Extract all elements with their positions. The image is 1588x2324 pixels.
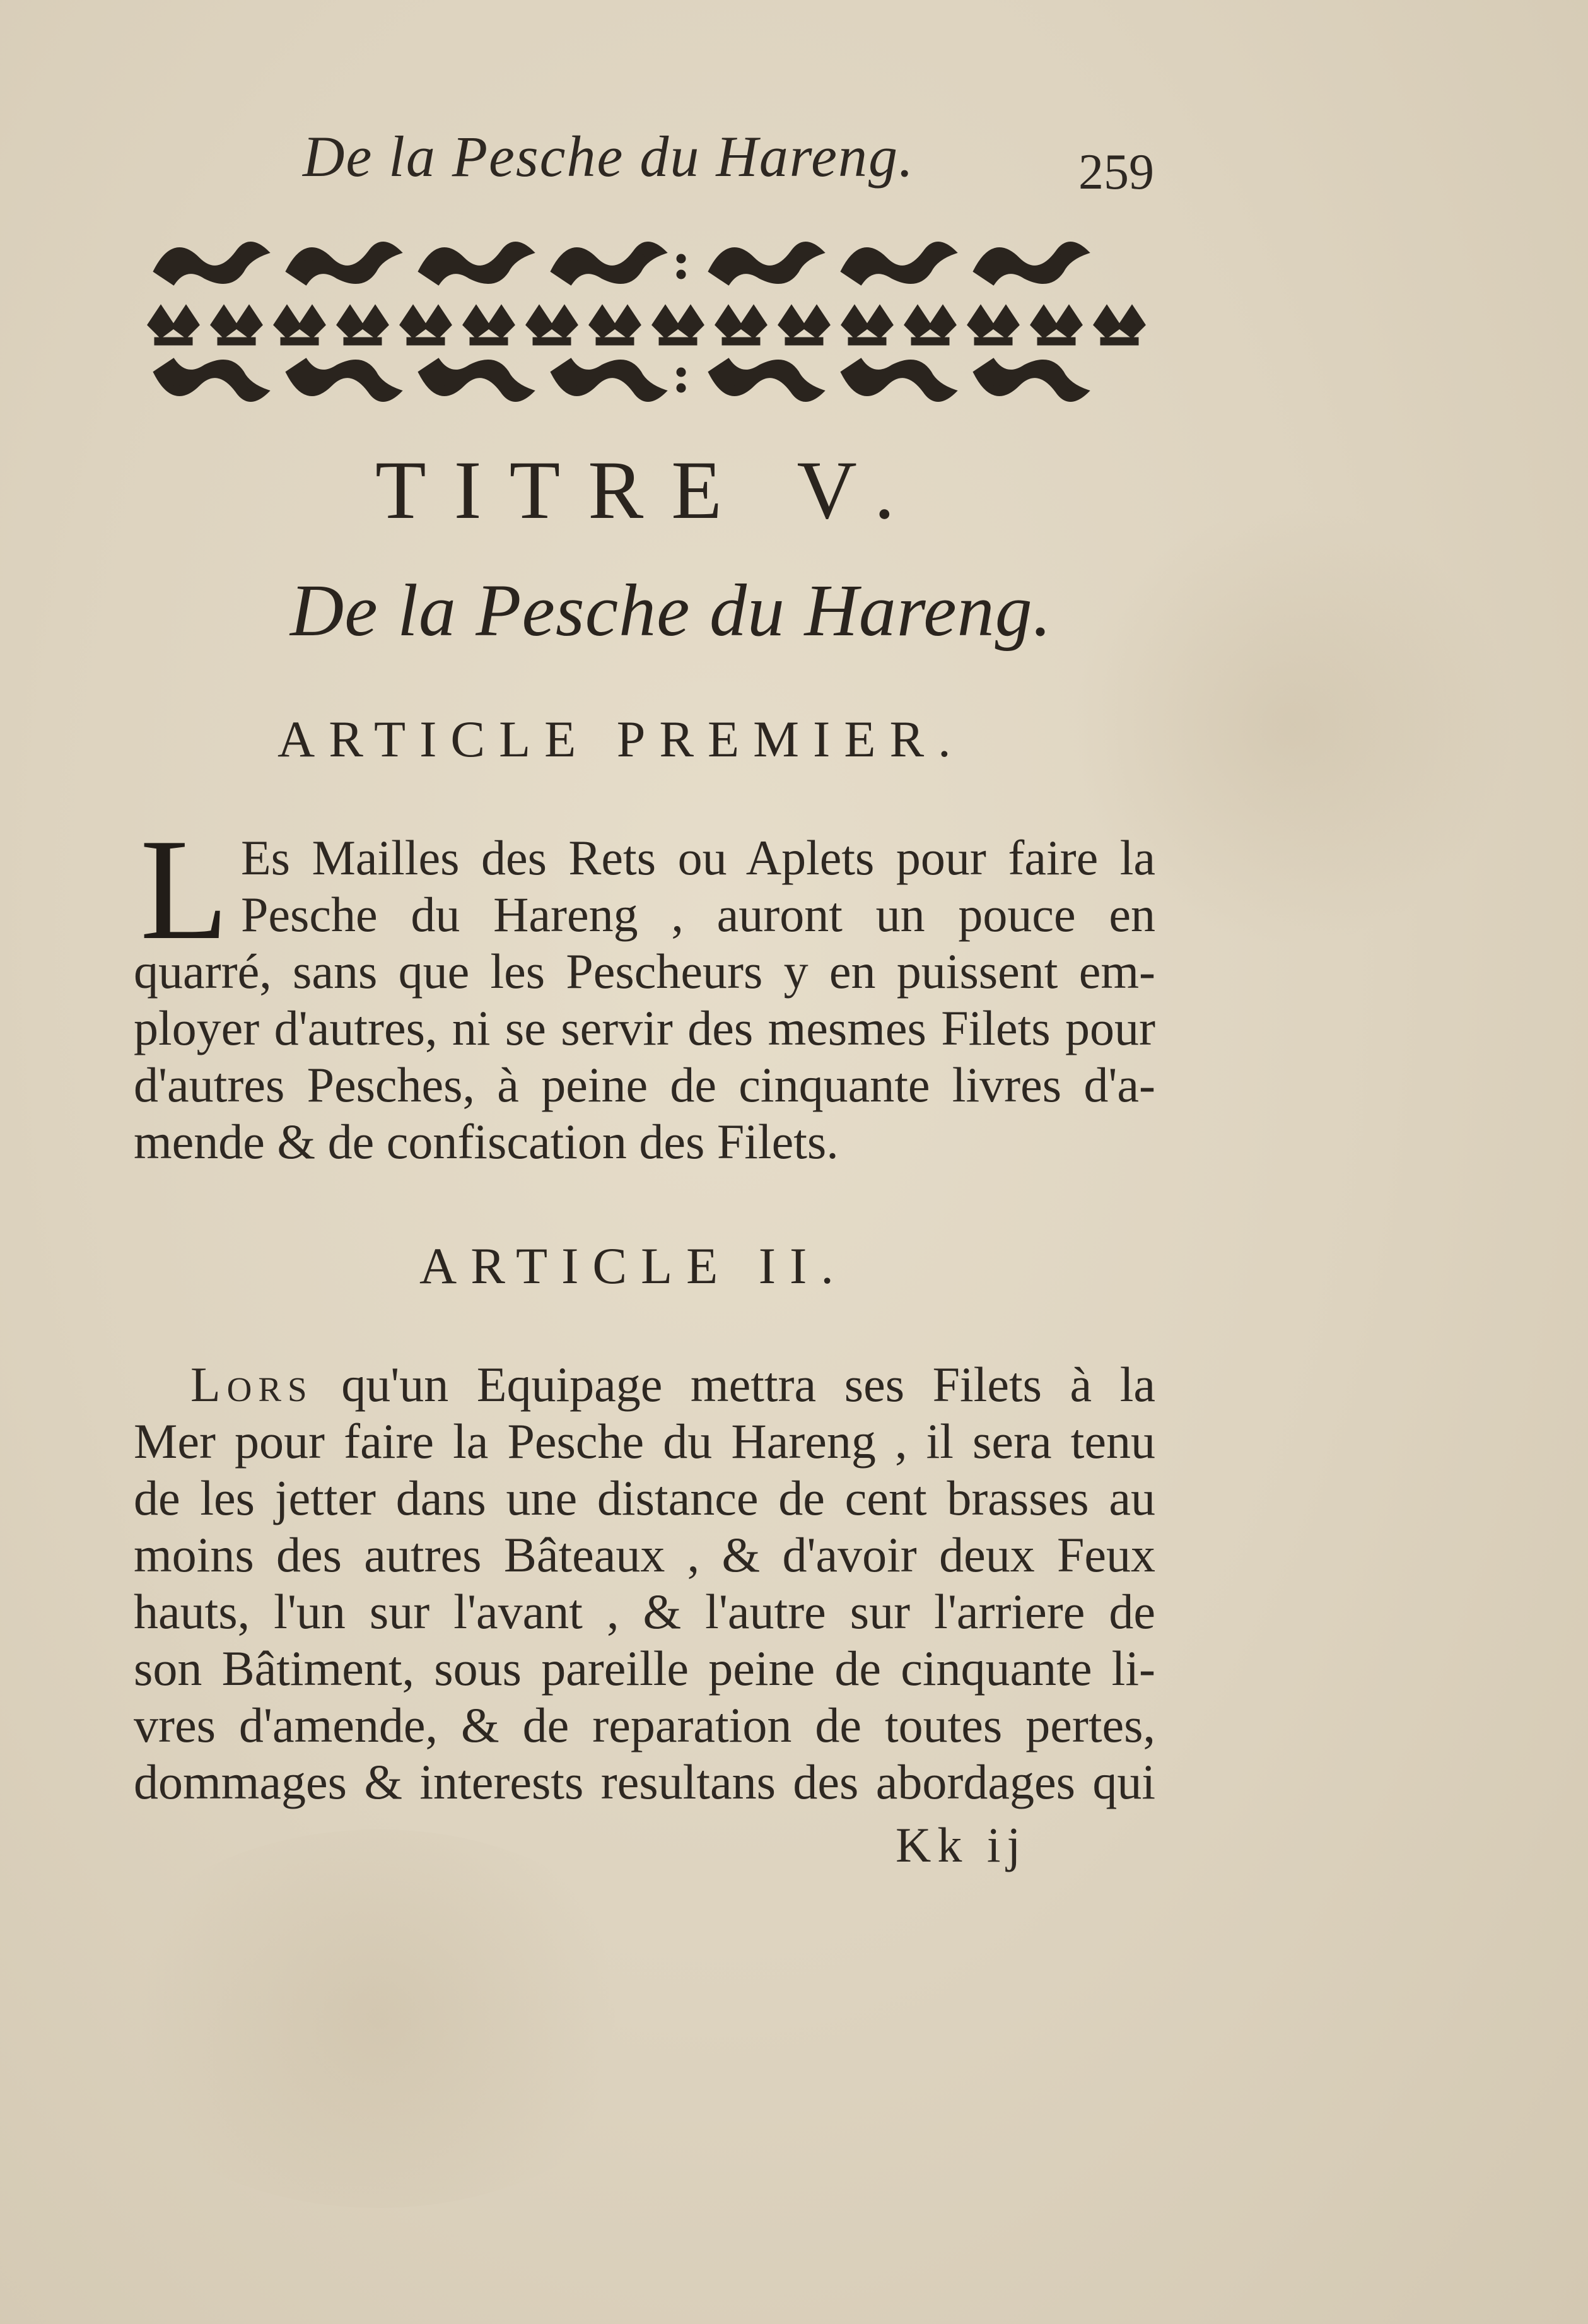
- text-line: mende & de confiscation des Filets.: [134, 1114, 839, 1169]
- fleuron-band-ornament: [142, 214, 1164, 423]
- paper-stain: [95, 1829, 662, 2208]
- lead-word: Lors: [190, 1357, 313, 1412]
- article-heading-premier: ARTICLE PREMIER.: [277, 710, 965, 768]
- article-heading-ii: ARTICLE II.: [419, 1237, 848, 1294]
- text-line: quarré, sans que les Pescheurs y en puissent em-: [134, 944, 1155, 999]
- text-line: Pesche du Hareng , auront un pouce en: [241, 887, 1155, 942]
- running-head: De la Pesche du Hareng.: [303, 124, 914, 189]
- text-line: son Bâtiment, sous pareille peine de cinquante li-: [134, 1641, 1155, 1696]
- signature-mark: Kk ij: [896, 1817, 1027, 1872]
- text-line: de les jetter dans une distance de cent brasses au: [134, 1470, 1155, 1525]
- text-line-rest: qu'un Equipage mettra ses Filets à la: [341, 1357, 1155, 1412]
- text-line: hauts, l'un sur l'avant , & l'autre sur l'arriere de: [134, 1584, 1155, 1639]
- text-line: d'autres Pesches, à peine de cinquante livres d'a-: [134, 1057, 1155, 1112]
- chapter-title: TITRE V.: [375, 443, 923, 536]
- title-block: [0, 442, 1588, 536]
- article-premier-text: [134, 809, 1155, 1170]
- chapter-subtitle: De la Pesche du Hareng.: [290, 569, 1053, 652]
- text-line: [134, 1356, 1155, 1413]
- drop-cap: L: [140, 809, 229, 970]
- text-line: Es Mailles des Rets ou Aplets pour faire la: [241, 830, 1155, 885]
- article-ii-text: [134, 1356, 1155, 1810]
- text-line: Mer pour faire la Pesche du Hareng , il sera tenu: [134, 1414, 1155, 1469]
- page-number: 259: [1078, 144, 1154, 200]
- text-line: moins des autres Bâteaux , & d'avoir deux Feux: [134, 1527, 1155, 1582]
- text-line: ployer d'autres, ni se servir des mesmes Filets pour: [134, 1001, 1155, 1055]
- text-line: vres d'amende, & de reparation de toutes pertes,: [134, 1698, 1155, 1752]
- text-line: dommages & interests resultans des abordages qui: [134, 1754, 1155, 1809]
